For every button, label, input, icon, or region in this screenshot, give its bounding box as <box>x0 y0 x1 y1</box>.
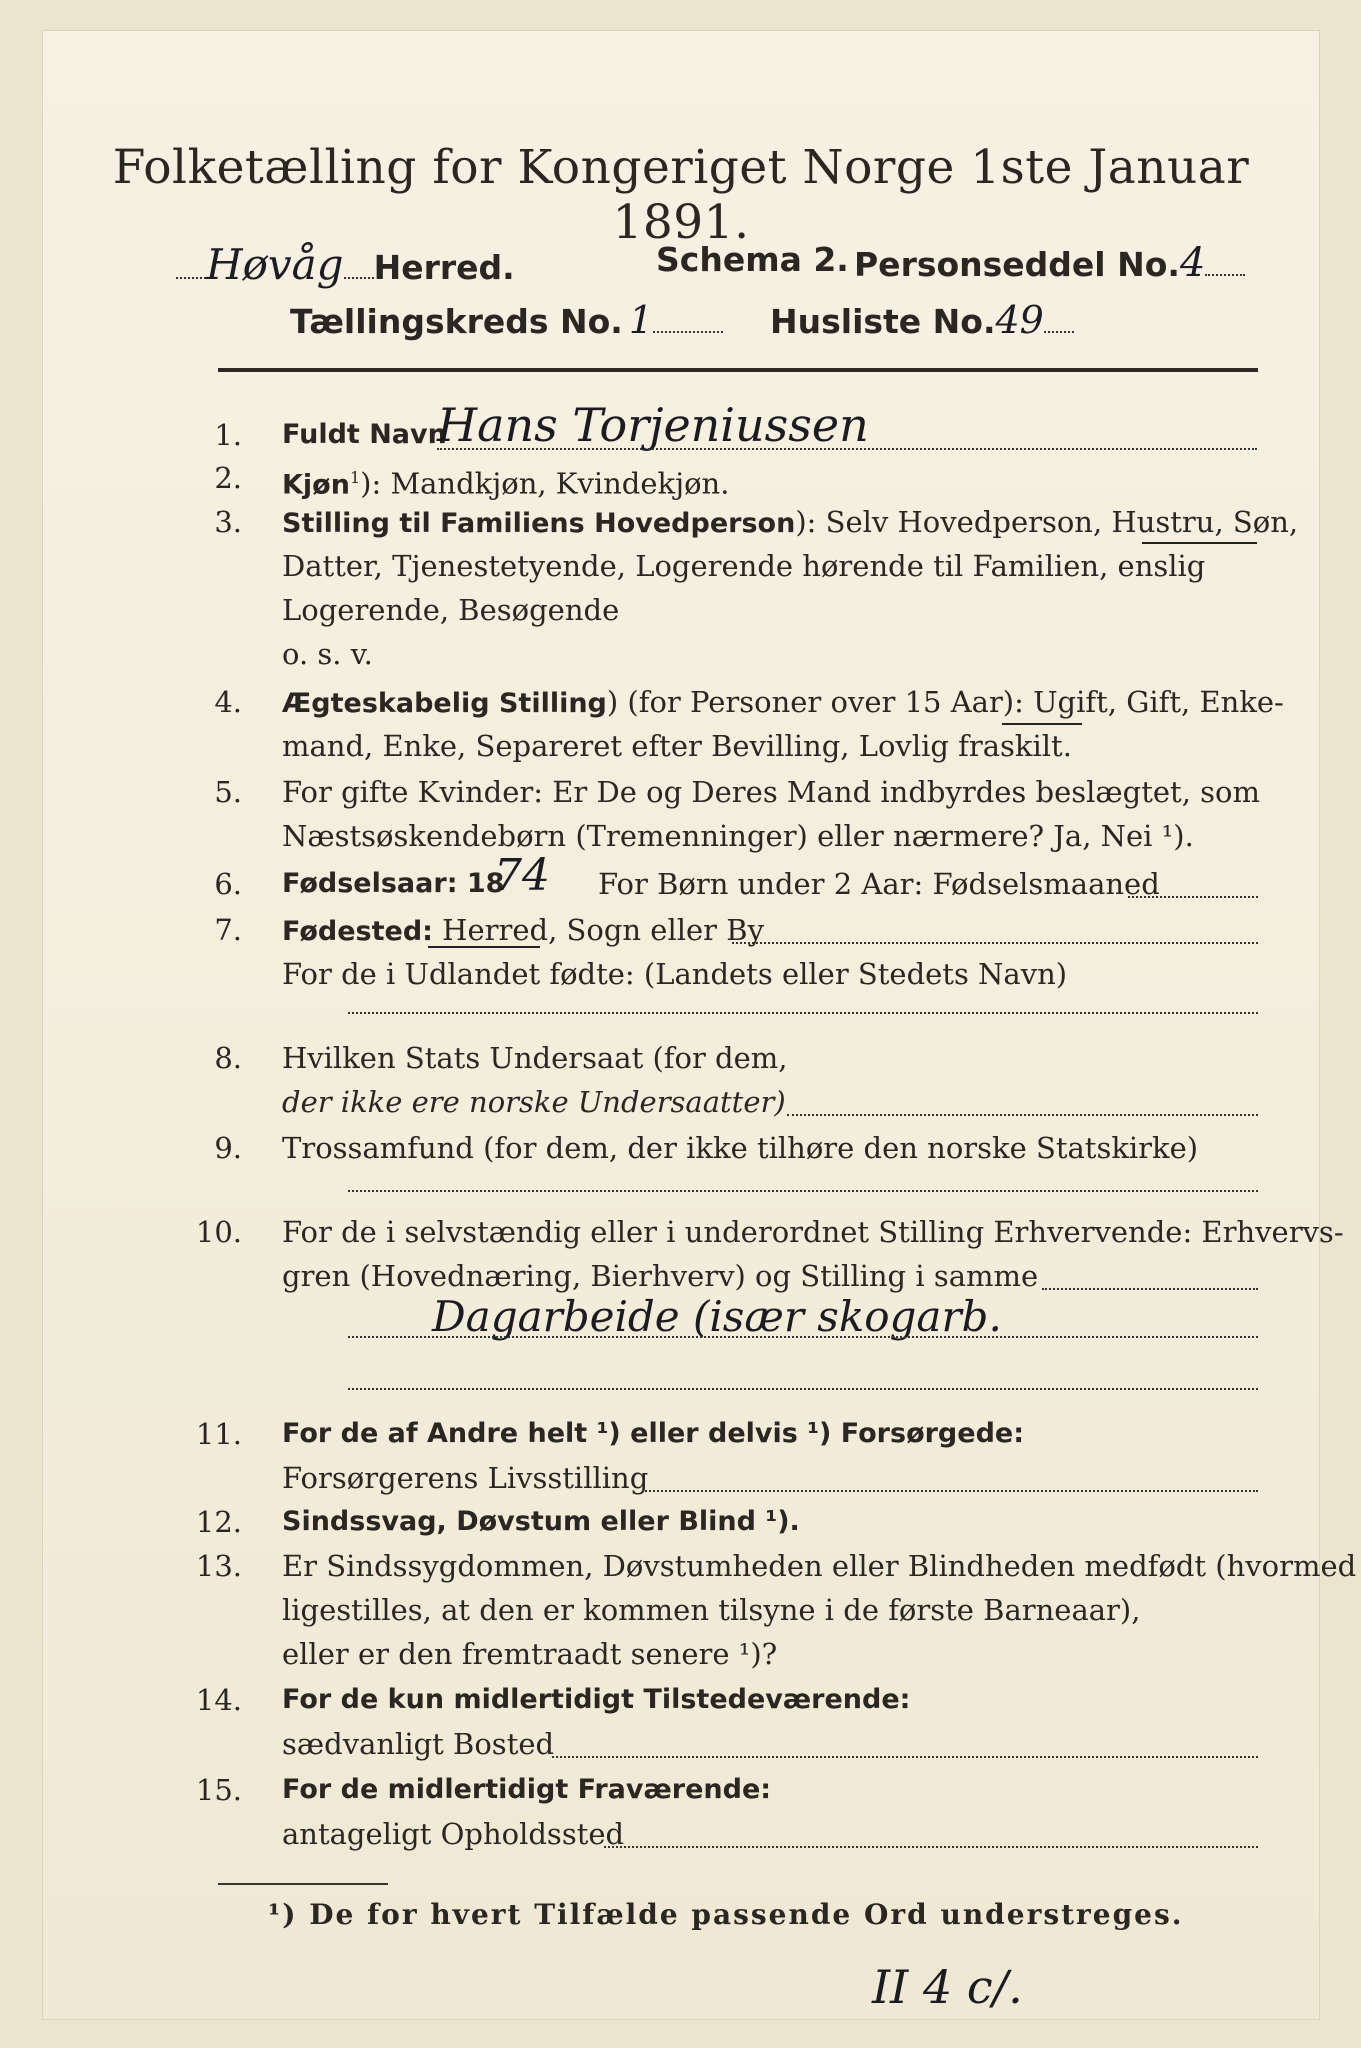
item-8 <box>42 1038 1320 1078</box>
item-15-line2 <box>42 1814 1320 1854</box>
item-11-line2 <box>42 1458 1320 1498</box>
item-8-line2 <box>42 1082 1320 1122</box>
item-11 <box>42 1414 1320 1454</box>
item-10-line2 <box>42 1256 1320 1296</box>
herred-label: Herred. <box>373 248 515 287</box>
item-text: ) (for Personer over 15 Aar): Ugift, Gift, Enke- <box>606 685 1284 719</box>
taellingskreds-value: 1 <box>628 298 653 342</box>
item-3-line3 <box>42 590 1320 630</box>
ugift-underline <box>1002 723 1082 725</box>
item-text: o. s. v. <box>282 637 373 671</box>
herred-underline <box>428 946 540 948</box>
item-12 <box>42 1502 1320 1542</box>
footnote: ¹) De for hvert Tilfælde passende Ord understreges. <box>268 1898 1184 1931</box>
footnote-ref: 1 <box>349 468 361 487</box>
item-number: 10. <box>195 1215 242 1249</box>
item-7 <box>42 910 1320 950</box>
margin-note: II 4 c/. <box>872 1960 1023 2014</box>
item-text: ligestilles, at den er kommen tilsyne i de første Barneaar), <box>282 1593 1141 1627</box>
item-number: 3. <box>214 505 242 539</box>
item-3-line4 <box>42 634 1320 674</box>
item-number: 15. <box>195 1773 242 1807</box>
item-number: 6. <box>214 867 242 901</box>
item-10 <box>42 1212 1344 1252</box>
item-label: Fødselsaar: 18 <box>282 868 505 899</box>
item-3 <box>42 502 1320 542</box>
item-6-right <box>42 864 1320 904</box>
item-3-line2 <box>42 546 1320 586</box>
name-fill-line <box>437 448 1257 450</box>
stay-fill <box>604 1846 1258 1848</box>
item-text: For de midlertidigt Fraværende: <box>282 1774 772 1805</box>
item-text: eller er den fremtraadt senere ¹)? <box>282 1637 778 1671</box>
item-13-line2 <box>42 1590 1320 1630</box>
birthplace-fill <box>732 942 1258 944</box>
item-text: gren (Hovednæring, Bierhverv) og Stilling i samme <box>282 1259 1039 1293</box>
provider-fill <box>642 1490 1258 1492</box>
nationality-fill <box>787 1114 1258 1116</box>
item-text: der ikke ere norske Undersaatter) <box>282 1085 786 1119</box>
item-text: Datter, Tjenestetyende, Logerende hørende til Familien, enslig <box>282 549 1206 583</box>
taellingskreds-line <box>290 298 723 342</box>
personseddel-value: 4 <box>1179 240 1206 286</box>
item-text: Hvilken Stats Undersaat (for dem, <box>282 1041 788 1075</box>
footnote-rule <box>218 1883 388 1885</box>
item-14-line2 <box>42 1724 1320 1764</box>
item-text: For Børn under 2 Aar: Fødselsmaaned <box>598 867 1160 901</box>
item-text: antageligt Opholdssted <box>282 1817 625 1851</box>
residence-fill <box>552 1756 1258 1758</box>
item-label: Fødested: <box>282 916 433 947</box>
item-13 <box>42 1546 1357 1586</box>
item-text: Sindssvag, Døvstum eller Blind ¹). <box>282 1506 800 1537</box>
herred-line <box>176 240 515 289</box>
occupation-fill-3 <box>348 1388 1258 1390</box>
item-text: For de af Andre helt ¹) eller delvis ¹) Forsørgede: <box>282 1418 1025 1449</box>
item-13-line3 <box>42 1634 1320 1674</box>
name-handwritten: Hans Torjeniussen <box>437 398 869 452</box>
son-underline <box>1142 542 1257 544</box>
item-number: 8. <box>214 1041 242 1075</box>
item-text: Herred, Sogn eller By <box>442 913 764 947</box>
item-text: For de i selvstændig eller i underordnet Stilling Erhvervende: Erhvervs- <box>282 1215 1344 1249</box>
occupation-fill-1 <box>1042 1288 1258 1290</box>
item-text: For de kun midlertidigt Tilstedeværende: <box>282 1684 911 1715</box>
item-text: For de i Udlandet fødte: (Landets eller Stedets Navn) <box>282 957 1068 991</box>
item-4 <box>42 682 1320 722</box>
item-number: 4. <box>214 685 242 719</box>
item-number: 11. <box>195 1417 242 1451</box>
item-7-line2 <box>42 954 1320 994</box>
item-9 <box>42 1128 1320 1168</box>
personseddel-label: Personseddel No. <box>854 245 1180 284</box>
husliste-line <box>770 298 1074 342</box>
item-text: sædvanligt Bosted <box>282 1727 555 1761</box>
item-4-line2 <box>42 726 1320 766</box>
header-rule <box>218 368 1258 372</box>
form-title: Folketælling for Kongeriget Norge 1ste Januar 1891. <box>112 140 1250 250</box>
item-number: 14. <box>195 1683 242 1717</box>
item-14 <box>42 1680 1320 1720</box>
census-form-sheet <box>42 30 1357 2020</box>
item-number: 12. <box>195 1505 242 1539</box>
item-text: ): Mandkjøn, Kvindekjøn. <box>360 466 730 501</box>
item-text: Næstsøskendebørn (Tremenninger) eller nærmere? Ja, Nei ¹). <box>282 819 1194 853</box>
taellingskreds-label: Tællingskreds No. <box>290 302 623 341</box>
item-number: 7. <box>214 913 242 947</box>
foreign-birthplace-fill <box>348 1012 1258 1014</box>
religion-fill <box>348 1190 1258 1192</box>
herred-value: Høvåg <box>206 240 344 289</box>
item-2 <box>42 458 1320 501</box>
item-15 <box>42 1770 1320 1810</box>
item-text: Trossamfund (for dem, der ikke tilhøre den norske Statskirke) <box>282 1131 1199 1165</box>
item-number: 9. <box>214 1131 242 1165</box>
item-number: 2. <box>214 461 242 495</box>
personseddel-line <box>854 240 1245 286</box>
husliste-label: Husliste No. <box>770 302 996 341</box>
item-5 <box>42 772 1320 812</box>
item-label: Fuldt Navn <box>282 419 447 450</box>
item-label: Kjøn <box>282 469 350 501</box>
item-number: 5. <box>214 775 242 809</box>
item-label: Stilling til Familiens Hovedperson <box>282 508 796 539</box>
item-number: 13. <box>195 1549 242 1583</box>
item-text: mand, Enke, Separeret efter Bevilling, Lovlig fraskilt. <box>282 729 1072 763</box>
item-text: Er Sindssygdommen, Døvstumheden eller Blindheden medfødt (hvormed <box>282 1549 1357 1583</box>
item-text: ): Selv Hovedperson, Hustru, Søn, <box>795 505 1299 539</box>
item-label: Ægteskabelig Stilling <box>282 688 607 719</box>
item-5-line2 <box>42 816 1320 856</box>
birth-year-handwritten: 74 <box>494 850 550 901</box>
occupation-fill-2 <box>348 1336 1258 1338</box>
item-number: 1. <box>214 418 242 452</box>
birth-month-fill <box>1128 896 1258 898</box>
item-text: Logerende, Besøgende <box>282 593 620 627</box>
item-text: For gifte Kvinder: Er De og Deres Mand indbyrdes beslægtet, som <box>282 775 1260 809</box>
husliste-value: 49 <box>995 298 1044 342</box>
item-text: Forsørgerens Livsstilling <box>282 1461 649 1495</box>
schema-label: Schema 2. <box>656 240 849 279</box>
occupation-handwritten: Dagarbeide (især skogarb. <box>432 1292 1002 1341</box>
